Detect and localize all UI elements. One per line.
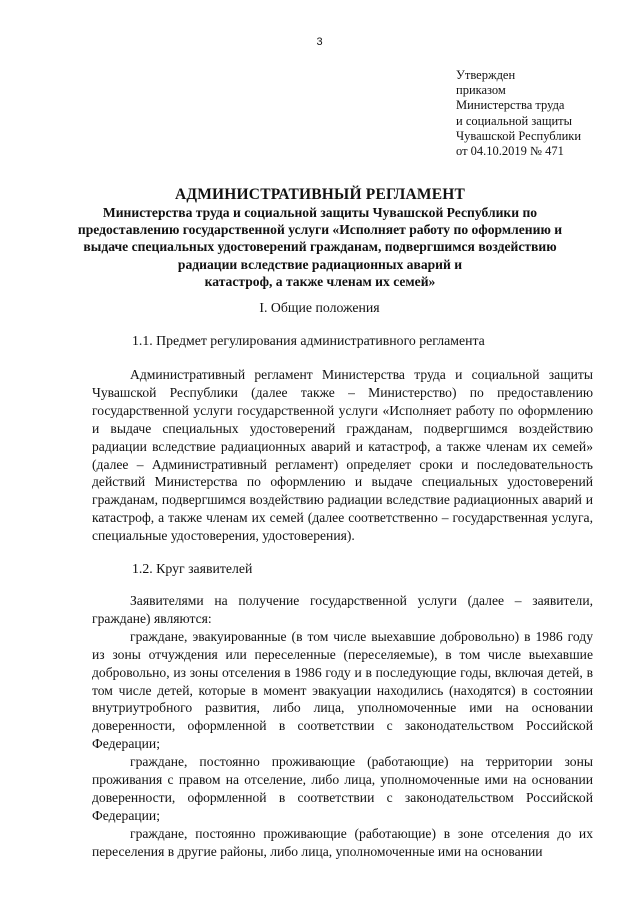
paragraph: Административный регламент Министерства труда и социальной защиты Чувашской Республики (далее также – Министерство) по предоставлению государственной услуги государственной услуги «Исполняет работу по оформлению и выдаче специальных удостоверений гражданам, подвергшимся воздействию радиации вследствие радиационных аварий и катастроф, а также членам их семей» (далее – Административный регламент) определяет сроки и последовательность действий Министерства по оформлению и выдаче специальных удостоверений гражданам, подвергшимся воздействию радиации вследствие радиационных аварий и катастроф, а также членам их семей (далее соответственно – государственная услуга, специальные удостоверения, удостоверения). <box>92 367 593 544</box>
title-subtitle-line: катастроф, а также членам их семей» <box>204 273 436 289</box>
document-title <box>40 186 600 290</box>
approval-line: от 04.10.2019 № 471 <box>456 144 564 159</box>
paragraph: граждане, эвакуированные (в том числе выехавшие добровольно) в 1986 году из зоны отчуждения или переселенные (переселяемые), в том числе выехавшие добровольно, из зоны отселения в 1986 году и в последующие годы, включая детей, в том числе детей, которые в момент эвакуации находились (находятся) в состоянии внутриутробного развития, либо лица, уполномоченные ими на основании доверенности, оформленной в соответствии с законодательством Российской Федерации; <box>92 628 593 752</box>
paragraph: граждане, постоянно проживающие (работающие) на территории зоны проживания с правом на отселение, либо лица, уполномоченные ими на основании доверенности, оформленной в соответствии с законодательством Российской Федерации; <box>92 754 593 823</box>
section-heading: I. Общие положения <box>259 300 380 315</box>
paragraph: граждане, постоянно проживающие (работающие) в зоне отселения до их переселения в другие районы, либо лица, уполномоченные ими на основании <box>92 825 593 859</box>
paragraph: Заявителями на получение государственной услуги (далее – заявители, граждане) являются: <box>92 593 593 626</box>
approval-line: Чувашской Республики <box>456 128 582 143</box>
title-main: АДМИНИСТРАТИВНЫЙ РЕГЛАМЕНТ <box>174 186 466 203</box>
subsection-heading-1-2: 1.2. Круг заявителей <box>132 561 253 576</box>
title-subtitle-line: выдаче специальных удостоверений гражданам, подвергшимся воздействию <box>83 239 557 255</box>
title-subtitle-line: Министерства труда и социальной защиты Чувашской Республики по <box>102 205 538 220</box>
title-subtitle <box>40 204 600 290</box>
title-subtitle-line: предоставлению государственной услуги «Исполняет работу по оформлению и <box>77 222 563 238</box>
subsection-1-2-body <box>92 592 593 861</box>
subsection-heading-1-1: 1.1. Предмет регулирования административного регламента <box>132 333 485 348</box>
title-subtitle-line: радиации вследствие радиационных аварий и <box>177 256 463 272</box>
subsection-1-1-body <box>92 366 593 545</box>
approval-stamp <box>456 68 631 159</box>
approval-line: Министерства труда <box>456 98 565 113</box>
page-number: 3 <box>316 36 323 48</box>
approval-line: Утвержден <box>456 68 516 82</box>
approval-line: приказом <box>456 83 506 98</box>
approval-line: и социальной защиты <box>456 113 573 128</box>
